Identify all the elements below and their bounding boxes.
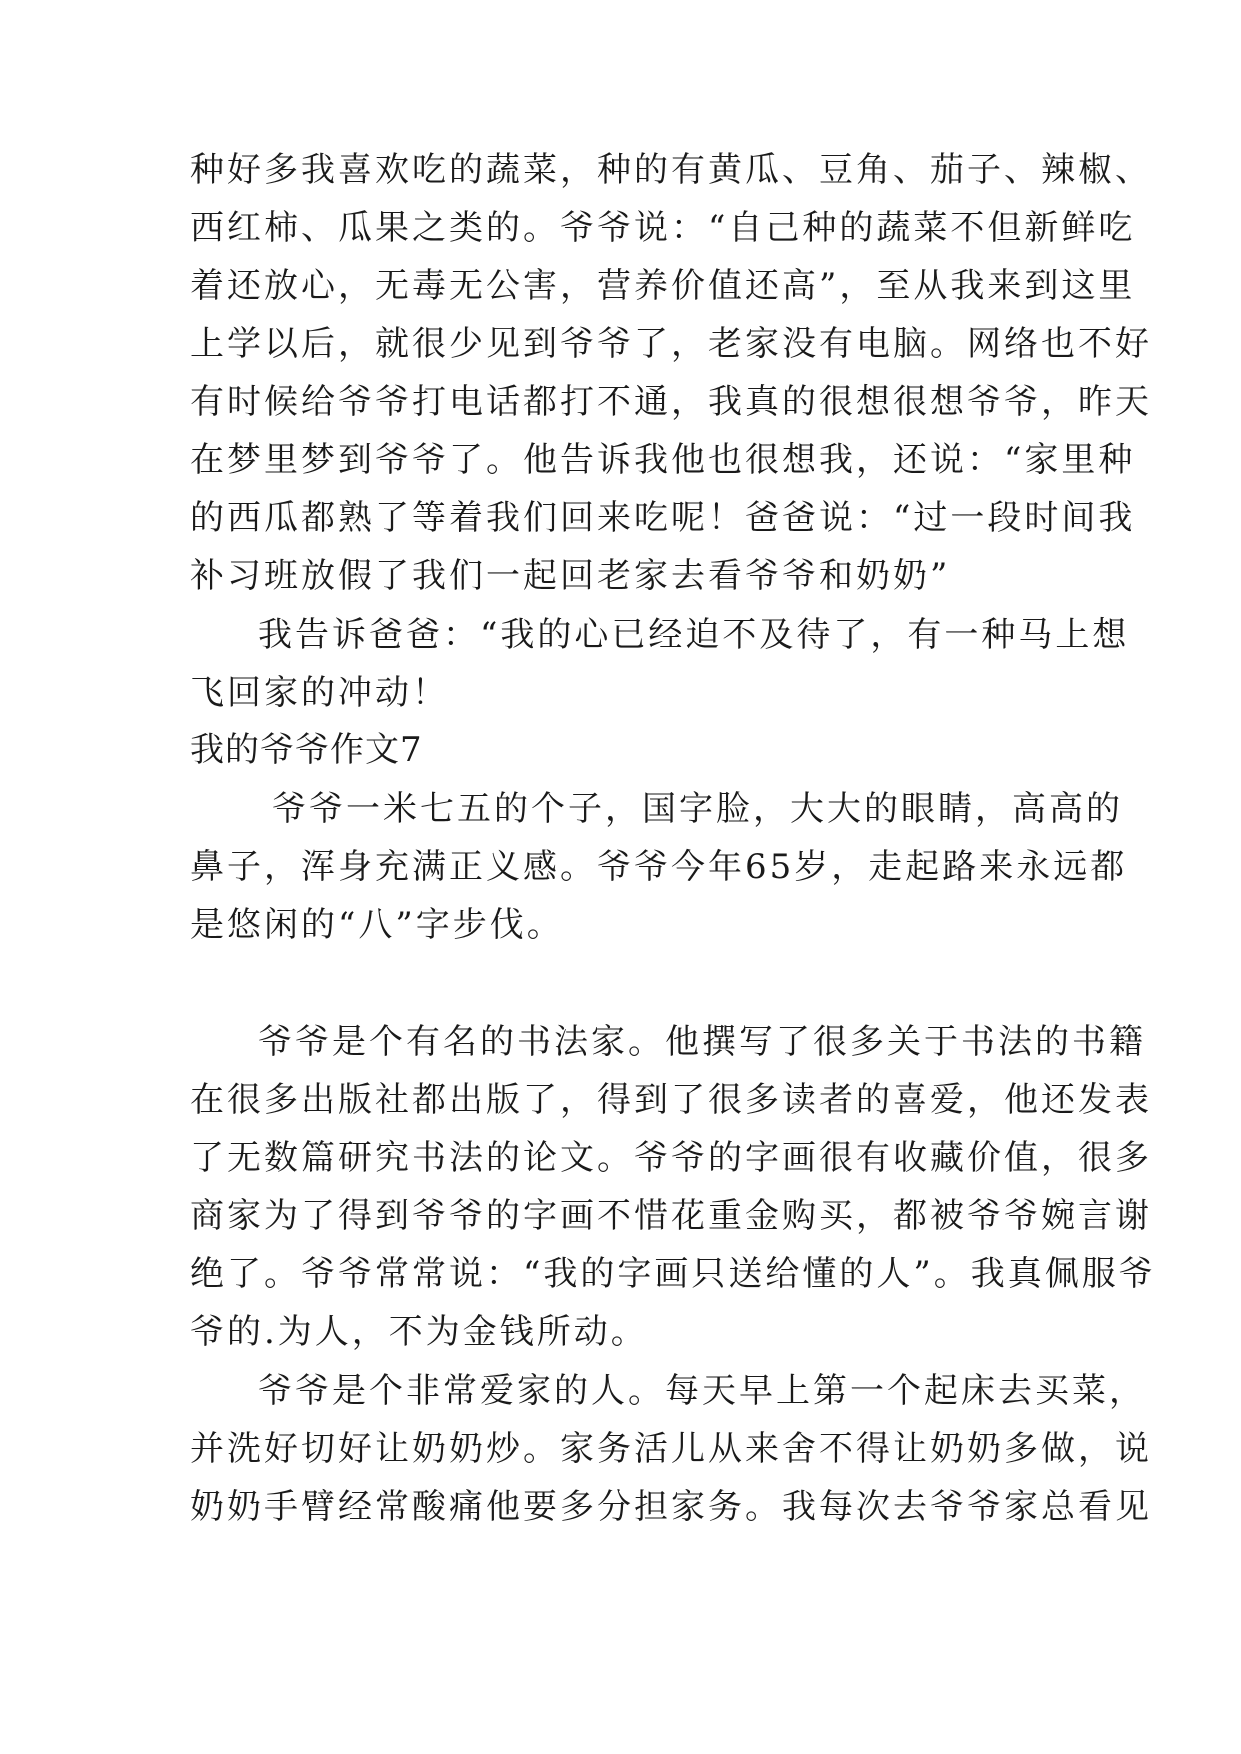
text-line: 爷爷一米七五的个子，国字脸，大大的眼睛，高高的 [272, 789, 1123, 829]
text-line: 并洗好切好让奶奶炒。家务活儿从来舍不得让奶奶多做，说 [190, 1429, 1152, 1469]
text-line: 爷的.为人，不为金钱所动。 [190, 1312, 648, 1352]
text-line: 奶奶手臂经常酸痛他要多分担家务。我每次去爷爷家总看见 [190, 1487, 1152, 1527]
text-line: 是悠闲的“八”字步伐。 [190, 905, 564, 945]
text-line: 补习班放假了我们一起回老家去看爷爷和奶奶” [190, 556, 951, 596]
text-line: 了无数篇研究书法的论文。爷爷的字画很有收藏价值，很多 [190, 1138, 1152, 1178]
text-line: 种好多我喜欢吃的蔬菜，种的有黄瓜、豆角、茄子、辣椒、 [190, 150, 1152, 190]
text-line: 商家为了得到爷爷的字画不惜花重金购买，都被爷爷婉言谢 [190, 1196, 1152, 1236]
text-line: 我告诉爸爸：“我的心已经迫不及待了，有一种马上想 [258, 615, 1130, 655]
text-line: 爷爷是个非常爱家的人。每天早上第一个起床去买菜， [258, 1371, 1146, 1411]
text-line: 有时候给爷爷打电话都打不通，我真的很想很想爷爷，昨天 [190, 382, 1152, 422]
text-line: 飞回家的冲动！ [190, 673, 449, 713]
text-line: 鼻子，浑身充满正义感。爷爷今年65岁，走起路来永远都 [190, 847, 1128, 887]
text-line: 的西瓜都熟了等着我们回来吃呢！爸爸说：“过一段时间我 [190, 498, 1136, 538]
text-line: 着还放心，无毒无公害，营养价值还高”，至从我来到这里 [190, 266, 1136, 306]
text-line: 在很多出版社都出版了，得到了很多读者的喜爱，他还发表 [190, 1080, 1152, 1120]
text-line: 上学以后，就很少见到爷爷了，老家没有电脑。网络也不好 [190, 324, 1152, 364]
section-heading: 我的爷爷作文7 [190, 730, 423, 770]
text-line: 爷爷是个有名的书法家。他撰写了很多关于书法的书籍 [258, 1022, 1146, 1062]
text-line: 在梦里梦到爷爷了。他告诉我他也很想我，还说：“家里种 [190, 440, 1136, 480]
text-line: 绝了。爷爷常常说：“我的字画只送给懂的人”。我真佩服爷 [190, 1254, 1156, 1294]
text-line: 西红柿、瓜果之类的。爷爷说：“自己种的蔬菜不但新鲜吃 [190, 208, 1136, 248]
